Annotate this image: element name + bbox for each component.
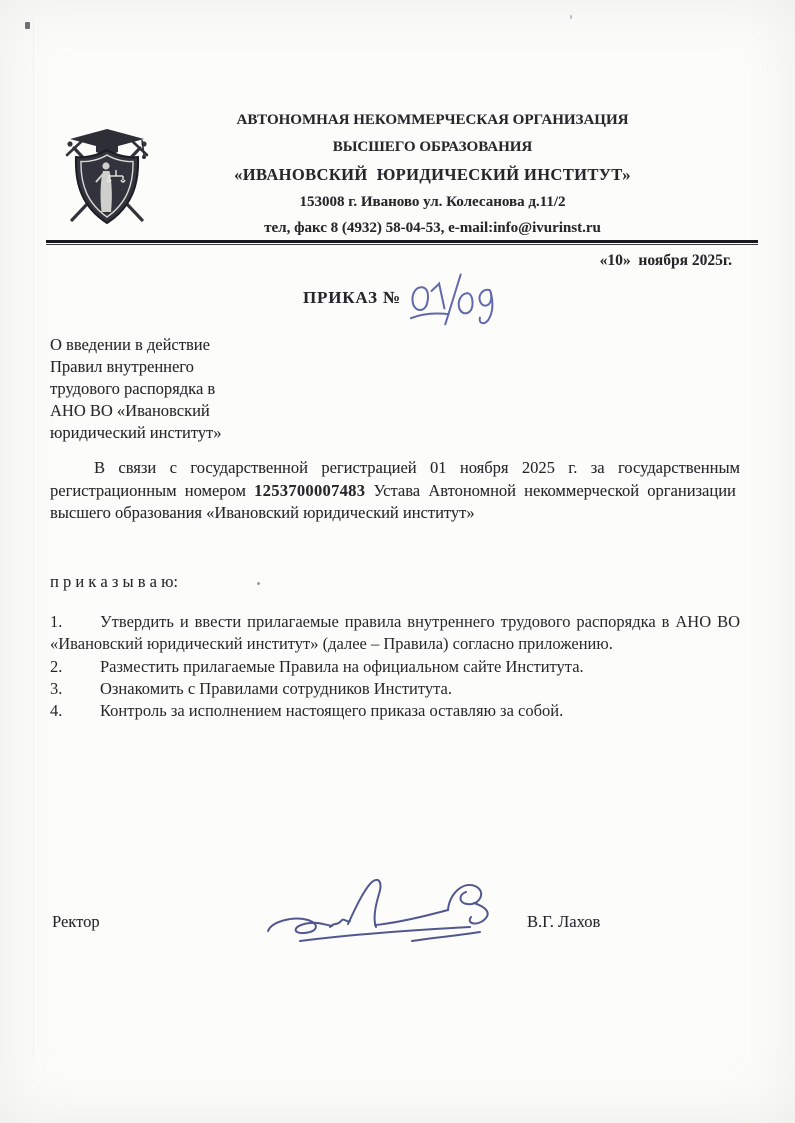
item-text: Утвердить и ввести прилагаемые правила внутреннего трудового распорядка в АНО ВО «Ивановский юридический институт» (далее – Правила) согласно приложению. <box>50 612 740 654</box>
subject-line: АНО ВО «Ивановский <box>50 401 210 420</box>
scan-speck <box>570 15 572 19</box>
org-name-line1: АВТОНОМНАЯ НЕКОММЕРЧЕСКАЯ ОРГАНИЗАЦИЯ <box>236 112 629 128</box>
order-title: ПРИКАЗ № <box>303 288 401 307</box>
signatory-name: В.Г. Лахов <box>527 912 601 931</box>
institute-emblem-logo <box>54 124 160 230</box>
registration-number: 1253700007483 <box>254 480 366 500</box>
order-item-2 <box>50 656 740 678</box>
order-body-paragraph <box>50 457 740 525</box>
order-items-list <box>50 611 740 722</box>
item-number: 3. <box>50 678 63 698</box>
signatory-position: Ректор <box>52 912 100 931</box>
item-text: Разместить прилагаемые Правила на официальном сайте Института. <box>100 656 584 676</box>
org-name-line3: «ИВАНОВСКИЙ ЮРИДИЧЕСКИЙ ИНСТИТУТ» <box>234 165 631 184</box>
scan-speck <box>25 22 30 29</box>
decree-word: п р и к а з ы в а ю: <box>50 572 179 591</box>
org-contacts: тел, факс 8 (4932) 58-04-53, e-mail:info@ivurinst.ru <box>264 220 601 236</box>
scan-scratch-line <box>33 18 34 1058</box>
item-number: 2. <box>50 656 63 676</box>
org-address: 153008 г. Иваново ул. Колесанова д.11/2 <box>299 194 566 210</box>
letterhead-divider <box>46 240 758 245</box>
body-text-after: Устава Автономной некоммерческой организации высшего образования «Ивановский юридический институт» <box>50 480 740 523</box>
order-subject <box>50 334 400 444</box>
signature-ink <box>262 869 520 951</box>
justice-shield-icon <box>54 124 160 230</box>
handwritten-signature <box>262 869 520 951</box>
item-number: 4. <box>50 701 63 721</box>
item-number: 1. <box>50 612 63 631</box>
order-number-handwritten <box>406 272 498 328</box>
subject-line: трудового распорядка в <box>50 379 216 398</box>
subject-line: Правил внутреннего <box>50 357 194 376</box>
item-text: Контроль за исполнением настоящего приказа оставляю за собой. <box>100 701 564 721</box>
order-date: «10» ноября 2025г. <box>599 252 732 269</box>
body-text-before: В связи с государственной регистрацией 01 ноября 2025 г. за государственным регистрационным номером <box>50 458 740 500</box>
handwritten-number-ink <box>406 272 498 328</box>
order-item-4 <box>50 700 740 722</box>
order-item-3 <box>50 678 740 700</box>
item-text: Ознакомить с Правилами сотрудников Института. <box>100 678 452 698</box>
letterhead <box>150 106 715 241</box>
scan-speck <box>257 582 260 585</box>
org-name-line2: ВЫСШЕГО ОБРАЗОВАНИЯ <box>332 139 533 155</box>
subject-line: юридический институт» <box>50 423 222 442</box>
order-item-1 <box>50 611 740 656</box>
subject-line: О введении в действие <box>50 335 210 354</box>
